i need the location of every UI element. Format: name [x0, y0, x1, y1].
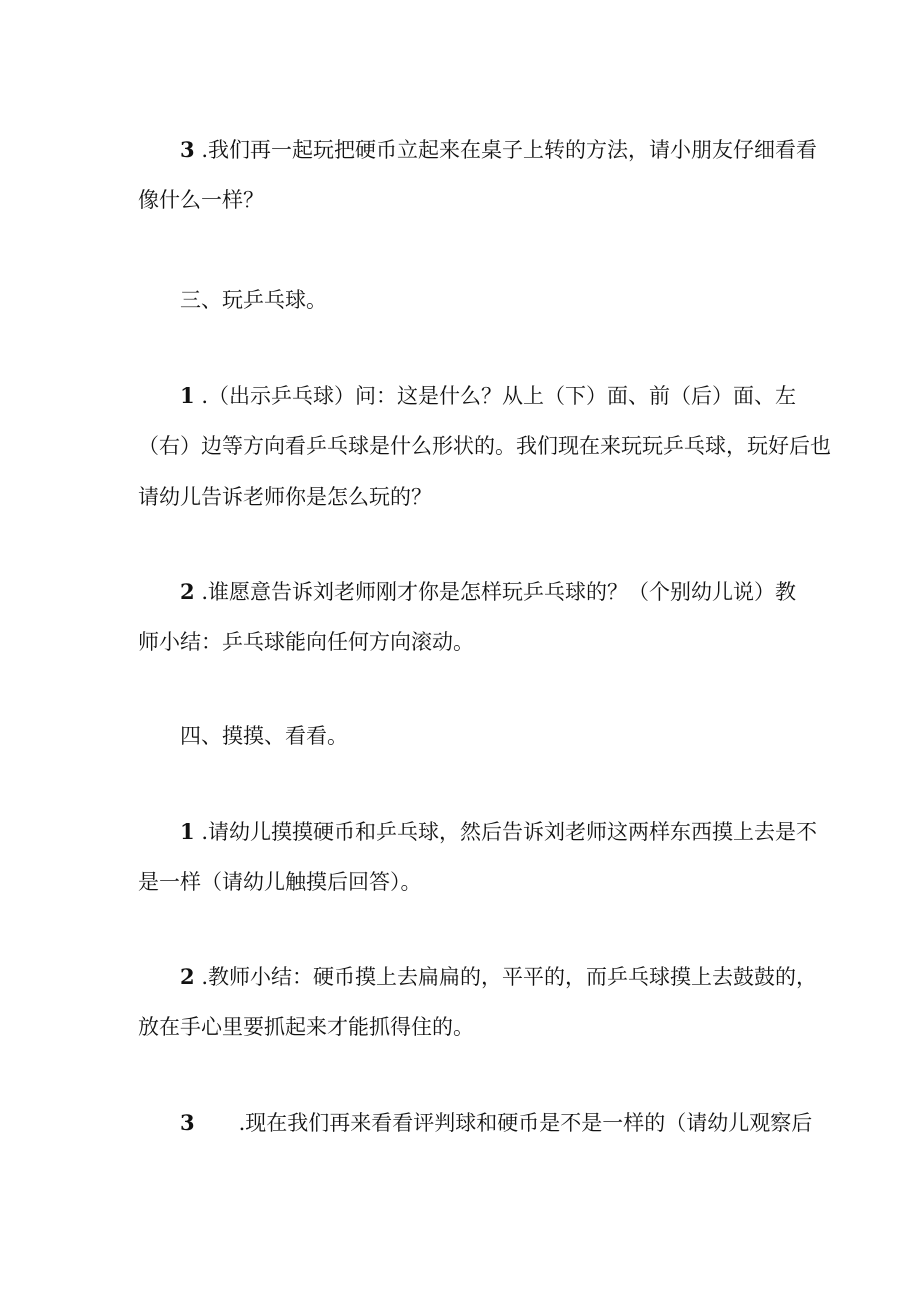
paragraph-line — [138, 1097, 813, 1148]
paragraph-text: .（出示乒乓球）问：这是什么？从上（下）面、前（后）面、左 — [201, 384, 796, 408]
paragraph-2-who-tells — [138, 566, 796, 668]
item-number: 3 — [180, 1110, 195, 1135]
paragraph-2-teacher-summary — [138, 951, 817, 1053]
item-number: 1 — [180, 383, 195, 408]
paragraph-1-touch — [138, 806, 817, 908]
paragraph-line — [138, 124, 817, 175]
paragraph-line: 像什么一样？ — [138, 188, 264, 212]
section-heading-3: 三、玩乒乓球。 — [180, 288, 327, 312]
paragraph-3-compare — [138, 1097, 813, 1148]
paragraph-line: 是一样（请幼儿触摸后回答）。 — [138, 870, 422, 894]
paragraph-text: .教师小结：硬币摸上去扁扁的，平平的，而乒乓球摸上去鼓鼓的， — [201, 965, 817, 989]
paragraph-3-coin-spin — [138, 124, 817, 226]
paragraph-line: （右）边等方向看乒乓球是什么形状的。我们现在来玩玩乒乓球，玩好后也 — [138, 434, 831, 458]
paragraph-1-show-pingpong — [138, 370, 831, 523]
paragraph-line — [138, 951, 817, 1002]
item-number: 2 — [180, 579, 195, 604]
paragraph-line — [138, 806, 817, 857]
paragraph-line: 放在手心里要抓起来才能抓得住的。 — [138, 1015, 474, 1039]
paragraph-line: 请幼儿告诉老师你是怎么玩的？ — [138, 485, 432, 509]
paragraph-text: .我们再一起玩把硬币立起来在桌子上转的方法，请小朋友仔细看看 — [201, 138, 817, 162]
paragraph-text: .谁愿意告诉刘老师刚才你是怎样玩乒乓球的？（个别幼儿说）教 — [201, 580, 796, 604]
item-number: 3 — [180, 137, 195, 162]
paragraph-line: 师小结：乒乓球能向任何方向滚动。 — [138, 630, 474, 654]
item-number: 2 — [180, 964, 195, 989]
paragraph-line — [138, 370, 796, 421]
paragraph-line — [138, 566, 796, 617]
item-number: 1 — [180, 819, 195, 844]
paragraph-text: .现在我们再来看看评判球和硬币是不是一样的（请幼儿观察后 — [238, 1111, 813, 1135]
paragraph-text: .请幼儿摸摸硬币和乒乓球，然后告诉刘老师这两样东西摸上去是不 — [201, 820, 817, 844]
section-heading-4: 四、摸摸、看看。 — [180, 724, 348, 748]
